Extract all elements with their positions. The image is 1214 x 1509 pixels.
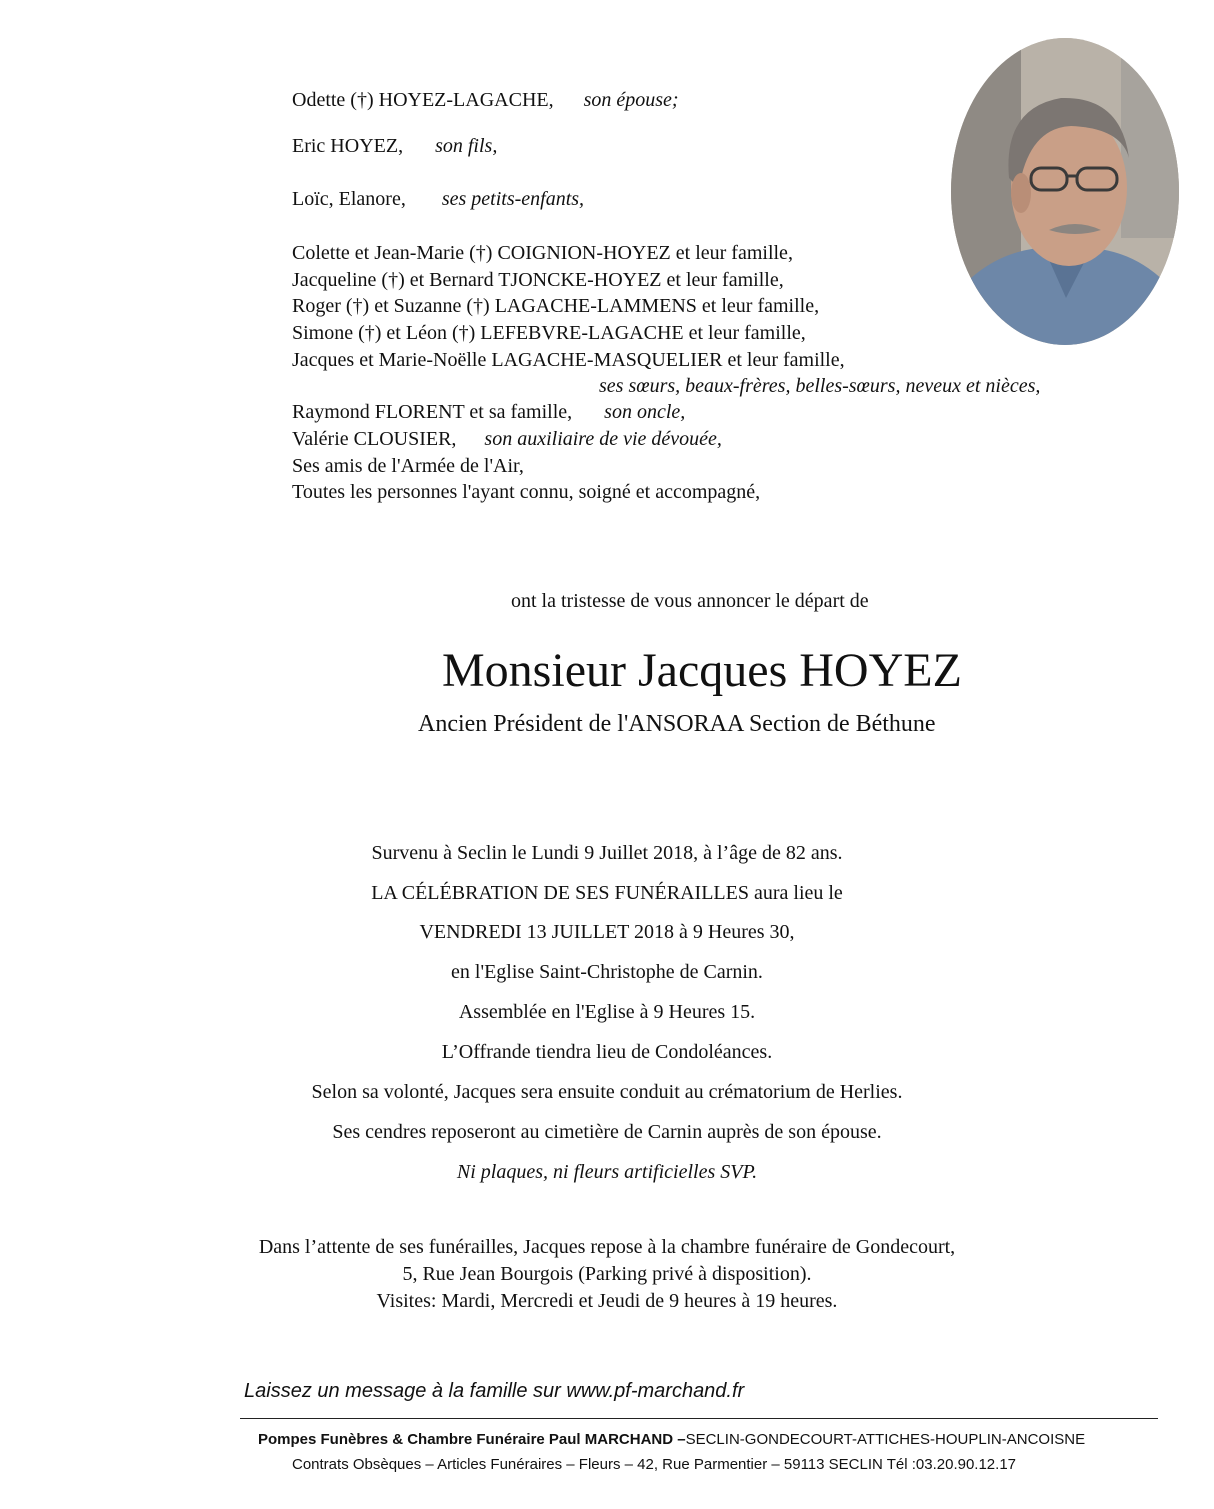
detail-line: Selon sa volonté, Jacques sera ensuite conduit au crématorium de Herlies. (311, 1081, 903, 1103)
detail-line: Survenu à Seclin le Lundi 9 Juillet 2018, à l’âge de 82 ans. (371, 842, 843, 864)
detail-line: Ses cendres reposeront au cimetière de Carnin auprès de son épouse. (332, 1121, 882, 1143)
portrait-illustration (951, 38, 1179, 345)
detail-line: Assemblée en l'Eglise à 9 Heures 15. (458, 1001, 756, 1023)
grandchildren-relation: ses petits-enfants, (441, 188, 585, 210)
siblings-relation: ses sœurs, beaux-frères, belles-sœurs, neveux et nièces, (599, 375, 1041, 397)
spouse-name: Odette (†) HOYEZ-LAGACHE, (292, 89, 554, 111)
family-spouse (292, 87, 679, 114)
no-flowers-note: Ni plaques, ni fleurs artificielles SVP. (456, 1161, 758, 1183)
footer-divider (240, 1418, 1158, 1419)
sibling-line: Simone (†) et Léon (†) LEFEBVRE-LAGACHE et leur famille, (292, 322, 806, 345)
sibling-line: Jacqueline (†) et Bernard TJONCKE-HOYEZ et leur famille, (292, 268, 784, 291)
son-relation: son fils, (435, 135, 498, 157)
announcement-text: ont la tristesse de vous annoncer le départ de (511, 590, 869, 612)
visits-block (0, 1234, 1214, 1315)
sibling-line: Jacques et Marie-Noëlle LAGACHE-MASQUELIER et leur famille, (292, 348, 845, 371)
uncle-name: Raymond FLORENT et sa famille, (292, 401, 573, 423)
family-caregiver (292, 426, 722, 453)
caregiver-relation: son auxiliaire de vie dévouée, (484, 428, 722, 450)
detail-line: en l'Eglise Saint-Christophe de Carnin. (451, 961, 763, 983)
visits-line: 5, Rue Jean Bourgois (Parking privé à disposition). (402, 1263, 812, 1285)
footer-towns: SECLIN-GONDECOURT-ATTICHES-HOUPLIN-ANCOISNE (685, 1431, 1086, 1448)
grandchildren-name: Loïc, Elanore, (292, 188, 406, 210)
detail-line: LA CÉLÉBRATION DE SES FUNÉRAILLES aura lieu le (371, 882, 843, 904)
message-website: Laissez un message à la famille sur www.pf-marchand.fr (244, 1380, 745, 1402)
family-son (292, 133, 497, 160)
son-name: Eric HOYEZ, (292, 135, 404, 157)
visits-line: Visites: Mardi, Mercredi et Jeudi de 9 heures à 19 heures. (376, 1290, 838, 1312)
family-friends: Ses amis de l'Armée de l'Air, (292, 455, 524, 477)
visits-line: Dans l’attente de ses funérailles, Jacques repose à la chambre funéraire de Gondecourt, (258, 1236, 956, 1258)
sibling-line: Roger (†) et Suzanne (†) LAGACHE-LAMMENS et leur famille, (292, 295, 820, 318)
deceased-name-text: Monsieur Jacques HOYEZ (442, 644, 962, 697)
deceased-name (111, 643, 1214, 698)
sibling-line: Colette et Jean-Marie (†) COIGNION-HOYEZ et leur famille, (292, 242, 793, 264)
family-uncle (292, 399, 685, 426)
portrait-photo (951, 38, 1179, 345)
uncle-relation: son oncle, (604, 401, 686, 423)
footer-company-line (258, 1431, 1085, 1448)
caregiver-name: Valérie CLOUSIER, (292, 428, 457, 450)
detail-line: L’Offrande tiendra lieu de Condoléances. (441, 1041, 773, 1063)
family-grandchildren (292, 186, 584, 213)
footer-contact: Contrats Obsèques – Articles Funéraires – Fleurs – 42, Rue Parmentier – 59113 SECLIN Tél :03.20.90.12.17 (292, 1456, 1017, 1473)
detail-line: VENDREDI 13 JUILLET 2018 à 9 Heures 30, (419, 921, 795, 943)
family-everyone: Toutes les personnes l'ayant connu, soigné et accompagné, (292, 481, 761, 503)
deceased-title: Ancien Président de l'ANSORAA Section de Béthune (418, 711, 936, 737)
siblings-list (292, 240, 845, 374)
spouse-relation: son épouse; (583, 89, 679, 111)
footer-company: Pompes Funèbres & Chambre Funéraire Paul MARCHAND – (258, 1431, 686, 1448)
